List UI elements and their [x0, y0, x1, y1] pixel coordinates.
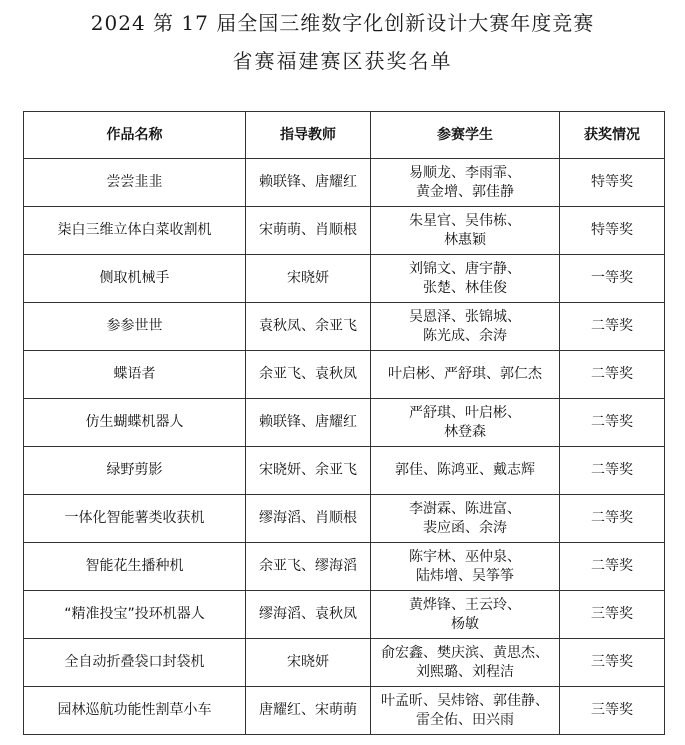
- table-row: [24, 687, 665, 735]
- work-name-cell: 柒白三维立体白菜收割机: [24, 207, 246, 255]
- students-cell: 叶启彬、严舒琪、郭仁杰: [371, 351, 560, 399]
- award-cell: 三等奖: [560, 687, 665, 735]
- students-cell: 吴恩泽、张锦城、 陈光成、余涛: [371, 303, 560, 351]
- award-cell: 三等奖: [560, 591, 665, 639]
- teachers-cell: 宋晓妍、余亚飞: [246, 447, 371, 495]
- award-cell: 二等奖: [560, 495, 665, 543]
- students-cell: 陈宇林、巫仲泉、 陆炜增、吴筝筝: [371, 543, 560, 591]
- work-name-cell: 尝尝韭韭: [24, 159, 246, 207]
- header-students: 参赛学生: [371, 112, 560, 159]
- work-name-cell: 蝶语者: [24, 351, 246, 399]
- table-row: [24, 207, 665, 255]
- table-row: [24, 255, 665, 303]
- table-row: [24, 399, 665, 447]
- award-cell: 特等奖: [560, 159, 665, 207]
- award-cell: 二等奖: [560, 351, 665, 399]
- students-cell: 黄烨锋、王云玲、 杨敏: [371, 591, 560, 639]
- table-row: [24, 303, 665, 351]
- students-cell: 李澍霖、陈进富、 裴应函、余涛: [371, 495, 560, 543]
- work-name-cell: 一体化智能薯类收获机: [24, 495, 246, 543]
- teachers-cell: 余亚飞、缪海滔: [246, 543, 371, 591]
- work-name-cell: 园林巡航功能性割草小车: [24, 687, 246, 735]
- award-cell: 二等奖: [560, 303, 665, 351]
- teachers-cell: 宋萌萌、肖顺根: [246, 207, 371, 255]
- header-award: 获奖情况: [560, 112, 665, 159]
- award-cell: 三等奖: [560, 639, 665, 687]
- students-cell: 叶孟昕、吴炜镕、郭佳静、 雷全佑、田兴雨: [371, 687, 560, 735]
- work-name-cell: 侧取机械手: [24, 255, 246, 303]
- header-work-name: 作品名称: [24, 112, 246, 159]
- award-cell: 特等奖: [560, 207, 665, 255]
- students-cell: 俞宏鑫、樊庆滨、黄思杰、 刘熙璐、刘程洁: [371, 639, 560, 687]
- teachers-cell: 赖联锋、唐耀红: [246, 159, 371, 207]
- teachers-cell: 宋晓妍: [246, 255, 371, 303]
- students-cell: 郭佳、陈鸿亚、戴志辉: [371, 447, 560, 495]
- page-title: 2024 第 17 届全国三维数字化创新设计大赛年度竞赛: [90, 11, 595, 35]
- teachers-cell: 唐耀红、宋萌萌: [246, 687, 371, 735]
- students-cell: 朱星官、吴伟栋、 林惠颖: [371, 207, 560, 255]
- teachers-cell: 余亚飞、袁秋凤: [246, 351, 371, 399]
- work-name-cell: 绿野剪影: [24, 447, 246, 495]
- page-subtitle: 省赛福建赛区获奖名单: [232, 49, 453, 73]
- table-row: [24, 591, 665, 639]
- table-row: [24, 543, 665, 591]
- table-row: [24, 351, 665, 399]
- teachers-cell: 赖联锋、唐耀红: [246, 399, 371, 447]
- students-cell: 易顺龙、李雨霏、 黄金增、郭佳静: [371, 159, 560, 207]
- work-name-cell: 参参世世: [24, 303, 246, 351]
- teachers-cell: 宋晓妍: [246, 639, 371, 687]
- students-cell: 严舒琪、叶启彬、 林登森: [371, 399, 560, 447]
- work-name-cell: 智能花生播种机: [24, 543, 246, 591]
- table-row: [24, 639, 665, 687]
- table-row: [24, 495, 665, 543]
- award-cell: 二等奖: [560, 399, 665, 447]
- table-header-row: [24, 112, 665, 159]
- teachers-cell: 袁秋凤、余亚飞: [246, 303, 371, 351]
- teachers-cell: 缪海滔、袁秋凤: [246, 591, 371, 639]
- work-name-cell: 仿生蝴蝶机器人: [24, 399, 246, 447]
- award-cell: 一等奖: [560, 255, 665, 303]
- students-cell: 刘锦文、唐宇静、 张楚、林佳俊: [371, 255, 560, 303]
- header-teachers: 指导教师: [246, 112, 371, 159]
- award-cell: 二等奖: [560, 543, 665, 591]
- table-row: [24, 159, 665, 207]
- award-cell: 二等奖: [560, 447, 665, 495]
- work-name-cell: 全自动折叠袋口封袋机: [24, 639, 246, 687]
- awards-table: [23, 111, 665, 735]
- teachers-cell: 缪海滔、肖顺根: [246, 495, 371, 543]
- work-name-cell: “精准投宝”投环机器人: [24, 591, 246, 639]
- table-row: [24, 447, 665, 495]
